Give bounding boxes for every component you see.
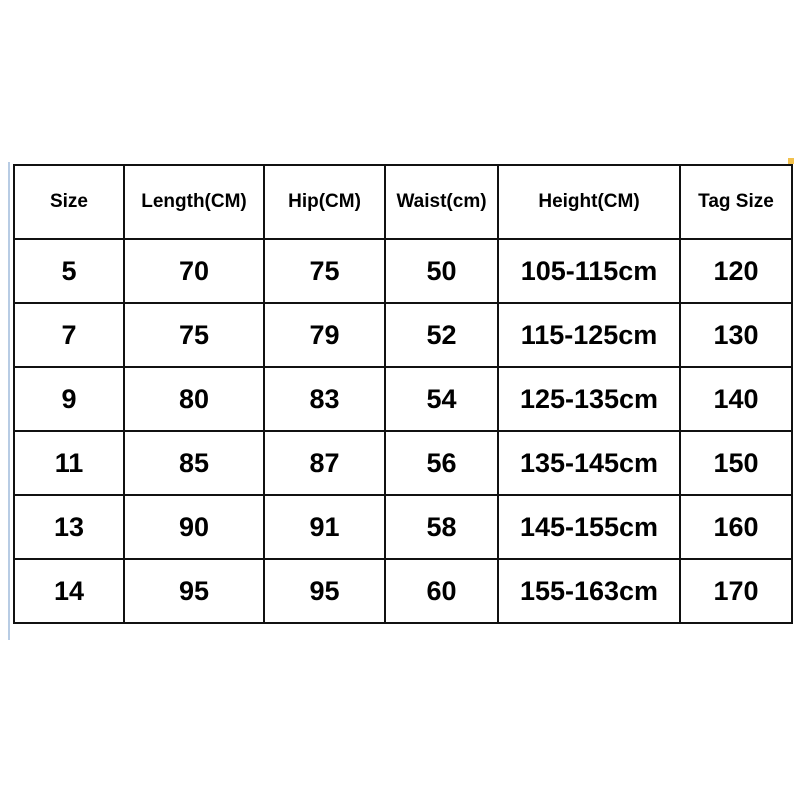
table-row (14, 559, 792, 623)
header-size: Size (14, 165, 124, 239)
cell-tag-size: 160 (680, 495, 792, 559)
header-tag-size: Tag Size (680, 165, 792, 239)
cell-tag-size: 130 (680, 303, 792, 367)
cell-length: 80 (124, 367, 264, 431)
size-chart-table (13, 164, 793, 624)
cell-length: 75 (124, 303, 264, 367)
cell-tag-size: 140 (680, 367, 792, 431)
header-height: Height(CM) (498, 165, 680, 239)
cell-hip: 91 (264, 495, 385, 559)
cell-size: 13 (14, 495, 124, 559)
cell-tag-size: 120 (680, 239, 792, 303)
table-row (14, 367, 792, 431)
cell-height: 125-135cm (498, 367, 680, 431)
cell-height: 145-155cm (498, 495, 680, 559)
cell-height: 105-115cm (498, 239, 680, 303)
cell-hip: 87 (264, 431, 385, 495)
cell-waist: 56 (385, 431, 498, 495)
cell-hip: 75 (264, 239, 385, 303)
header-hip: Hip(CM) (264, 165, 385, 239)
header-waist: Waist(cm) (385, 165, 498, 239)
cell-size: 11 (14, 431, 124, 495)
cell-length: 70 (124, 239, 264, 303)
cell-height: 135-145cm (498, 431, 680, 495)
cell-waist: 50 (385, 239, 498, 303)
cell-size: 14 (14, 559, 124, 623)
cell-height: 115-125cm (498, 303, 680, 367)
cell-waist: 58 (385, 495, 498, 559)
table-row (14, 239, 792, 303)
cell-hip: 83 (264, 367, 385, 431)
cell-hip: 79 (264, 303, 385, 367)
row-header-edge (8, 162, 10, 640)
cell-size: 7 (14, 303, 124, 367)
cell-waist: 54 (385, 367, 498, 431)
cell-size: 5 (14, 239, 124, 303)
cell-waist: 60 (385, 559, 498, 623)
cell-height: 155-163cm (498, 559, 680, 623)
cell-hip: 95 (264, 559, 385, 623)
table-row (14, 431, 792, 495)
cell-waist: 52 (385, 303, 498, 367)
table-row (14, 495, 792, 559)
cell-tag-size: 170 (680, 559, 792, 623)
cell-length: 95 (124, 559, 264, 623)
cell-tag-size: 150 (680, 431, 792, 495)
table-row (14, 303, 792, 367)
cell-size: 9 (14, 367, 124, 431)
cell-length: 85 (124, 431, 264, 495)
table-header-row (14, 165, 792, 239)
cell-length: 90 (124, 495, 264, 559)
header-length: Length(CM) (124, 165, 264, 239)
